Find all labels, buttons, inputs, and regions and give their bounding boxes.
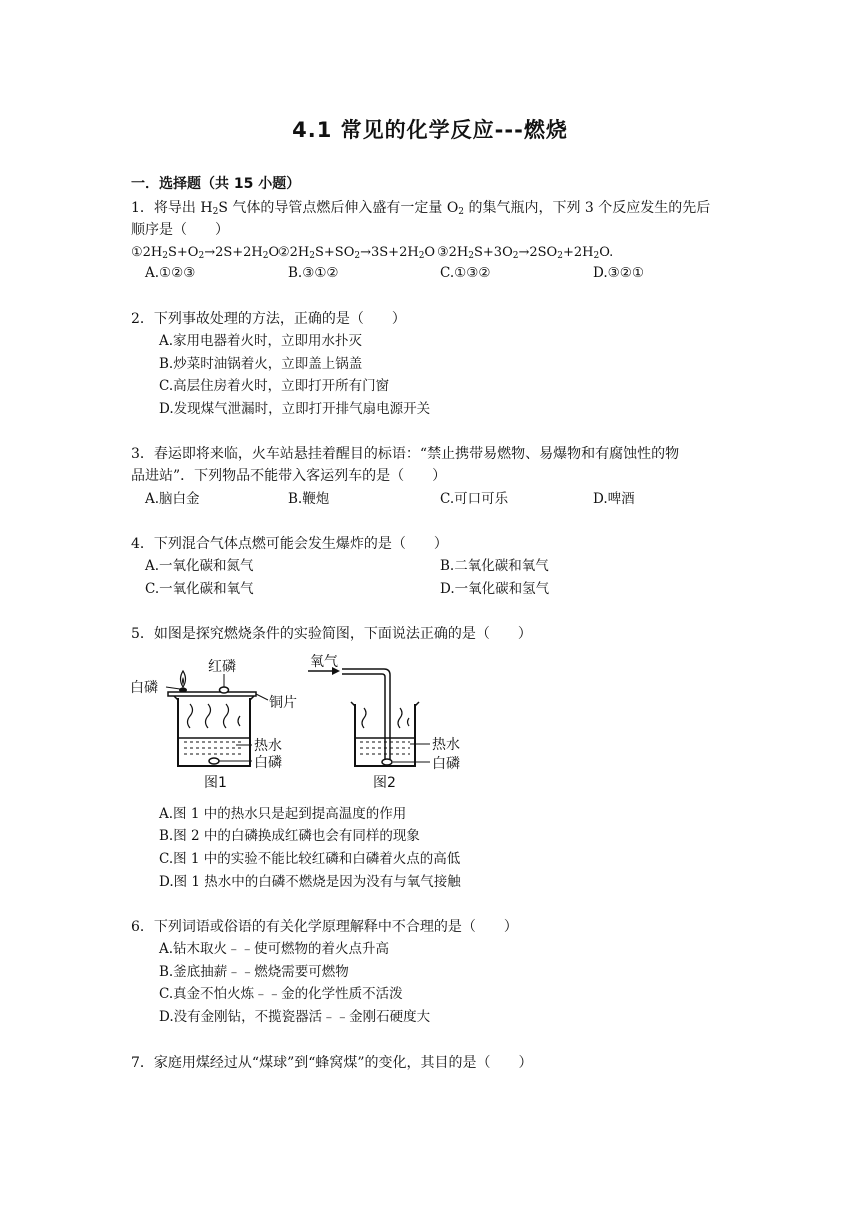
question-1-option-d: D.③②① (593, 265, 644, 281)
white-phosphorus-icon (179, 688, 187, 693)
label-copper-sheet: 铜片 (269, 695, 297, 711)
copper-sheet-icon (168, 692, 256, 696)
underwater-phosphorus-icon (209, 758, 219, 764)
question-3-option-b: B.鞭炮 (288, 491, 330, 507)
question-3-option-c: C.可口可乐 (440, 491, 509, 507)
red-phosphorus-icon (220, 687, 229, 693)
question-2-option-c: C.高层住房着火时，立即打开所有门窗 (159, 378, 390, 394)
figure-1-apparatus (130, 658, 297, 791)
question-4-option-d: D.一氧化碳和氢气 (440, 581, 550, 597)
question-2-option-d: D.发现煤气泄漏时，立即打开排气扇电源开关 (159, 401, 431, 417)
question-3-option-a: A.脑白金 (145, 491, 200, 507)
label-hot-water-1: 热水 (254, 738, 282, 754)
question-1-stem-line2: 顺序是（ ） (131, 222, 229, 238)
figure-2-apparatus (308, 654, 460, 791)
question-5-option-d: D.图 1 热水中的白磷不燃烧是因为没有与氧气接触 (159, 874, 461, 890)
question-1-option-c: C.①③② (440, 265, 491, 281)
question-6-option-b: B.釜底抽薪﹣﹣燃烧需要可燃物 (159, 964, 349, 980)
question-1-reaction-2: $②2H_2S+SO_2\to 3S+2H_2O$ (278, 245, 436, 261)
label-red-phosphorus: 红磷 (208, 659, 236, 675)
steam-icon (188, 704, 193, 728)
question-7-stem: 7．家庭用煤经过从“煤球”到“蜂窝煤”的变化，其目的是（ ） (131, 1055, 533, 1071)
question-6-option-a: A.钻木取火﹣﹣使可燃物的着火点升高 (159, 941, 390, 957)
question-5-option-a: A.图 1 中的热水只是起到提高温度的作用 (159, 806, 407, 822)
question-1-reaction-1: $①2H_2S+O_2\to 2S+2H_2O$ (131, 245, 280, 261)
question-1-option-b: B.③①② (288, 265, 339, 281)
question-4-stem: 4．下列混合气体点燃可能会发生爆炸的是（ ） (131, 536, 448, 552)
question-4-option-c: C.一氧化碳和氧气 (145, 581, 254, 597)
question-2-stem: 2．下列事故处理的方法，正确的是（ ） (131, 311, 406, 327)
label-white-phosphorus-1: 白磷 (254, 755, 282, 771)
underwater-phosphorus-2-icon (382, 759, 392, 765)
label-figure-1: 图1 (204, 775, 227, 791)
question-3-stem-line2: 品进站”．下列物品不能带入客运列车的是（ ） (131, 468, 447, 484)
question-6-option-c: C.真金不怕火炼﹣﹣金的化学性质不活泼 (159, 986, 403, 1002)
question-6-option-d: D.没有金刚钻，不揽瓷器活﹣﹣金刚石硬度大 (159, 1009, 431, 1025)
question-1-reaction-3: $③2H_2S+3O_2\to 2SO_2+2H_2O$. (437, 245, 614, 261)
question-1-stem-line1: 1．将导出 $H_2S$ 气体的导管点燃后伸入盛有一定量 $O_2$ 的集气瓶内，下列 3 个反应发生的先后 (131, 200, 711, 217)
question-4-option-a: A.一氧化碳和氮气 (145, 558, 254, 574)
label-hot-water-2: 热水 (432, 737, 460, 753)
question-2-option-a: A.家用电器着火时，立即用水扑灭 (159, 333, 363, 349)
section-heading: 一．选择题（共 15 小题） (131, 176, 301, 192)
question-5-option-c: C.图 1 中的实验不能比较红磷和白磷着火点的高低 (159, 851, 461, 867)
label-white-phosphorus-2: 白磷 (432, 756, 460, 772)
question-1-option-a: A.①②③ (145, 265, 196, 281)
question-4-option-b: B.二氧化碳和氧气 (440, 558, 549, 574)
question-2-option-b: B.炒菜时油锅着火，立即盖上锅盖 (159, 356, 363, 372)
question-5-stem: 5．如图是探究燃烧条件的实验简图，下面说法正确的是（ ） (131, 626, 532, 642)
question-3-stem-line1: 3．春运即将来临，火车站悬挂着醒目的标语：“禁止携带易燃物、易爆物和有腐蚀性的物 (131, 446, 680, 462)
label-oxygen: 氧气 (310, 654, 338, 670)
label-figure-2: 图2 (373, 775, 396, 791)
question-5-option-b: B.图 2 中的白磷换成红磷也会有同样的现象 (159, 828, 420, 844)
combustion-experiment-figure (128, 654, 478, 794)
question-3-option-d: D.啤酒 (593, 491, 635, 507)
question-6-stem: 6．下列词语或俗语的有关化学原理解释中不合理的是（ ） (131, 919, 518, 935)
label-white-phosphorus-left: 白磷 (130, 680, 158, 696)
page-title: 4.1 常见的化学反应---燃烧 (292, 118, 568, 142)
beaker-1-icon (178, 698, 250, 766)
